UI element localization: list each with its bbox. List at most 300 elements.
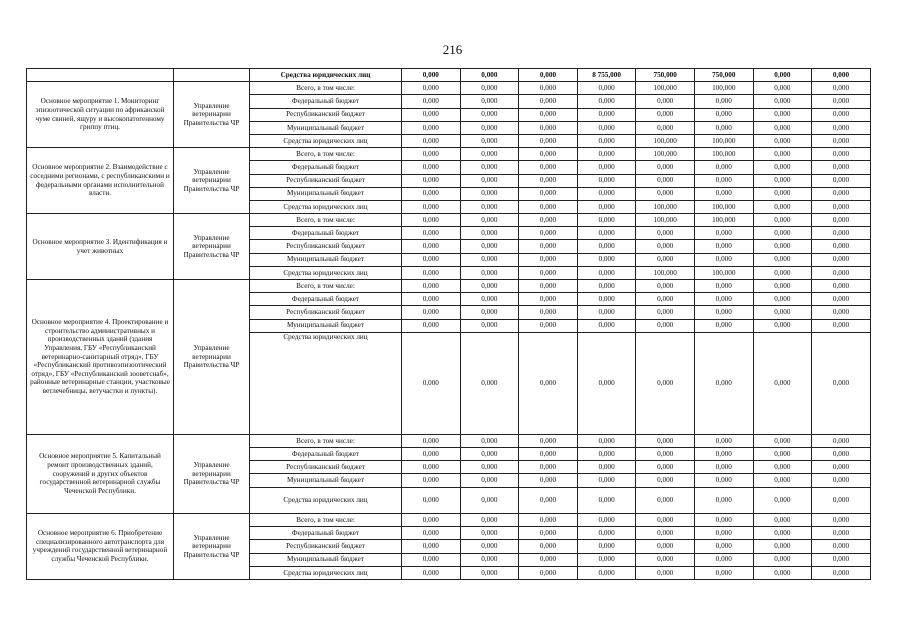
- value-cell: 0,000: [402, 174, 461, 187]
- activity-name: Основное мероприятие 6. Приобретение специализированного автотранспорта для учреждений государственной ветеринарной службы Чеченской Республики.: [27, 514, 174, 580]
- value-cell: 0,000: [402, 332, 461, 434]
- value-cell: 0,000: [753, 514, 812, 527]
- value-cell: 0,000: [402, 134, 461, 147]
- activity-name: Основное мероприятие 4. Проектирование и строительство административных и производственных зданий (здания Управления, ГБУ «Республиканский ветеринарно-санитарный отряд», ГБУ «Республиканский противоэпизоотический отряд», ГБУ «Республиканский зооветснаб», районные ветеринарные станции, участковые ветлечебницы, ветучастки и пункты).: [27, 280, 174, 435]
- value-cell: 0,000: [812, 306, 871, 319]
- value-cell: 0,000: [519, 95, 578, 108]
- activity-name: Основное мероприятие 2. Взаимодействие с соседними регионами, с республиканскими и федеральными органами исполнительной власти.: [27, 148, 174, 214]
- value-cell: 100,000: [636, 200, 695, 213]
- value-cell: 0,000: [753, 306, 812, 319]
- value-cell: 0,000: [694, 474, 753, 487]
- value-cell: 0,000: [636, 332, 695, 434]
- value-cell: 0,000: [577, 461, 636, 474]
- value-cell: 0,000: [636, 474, 695, 487]
- value-cell: 0,000: [694, 174, 753, 187]
- table-row: [27, 280, 871, 293]
- value-cell: 0,000: [753, 332, 812, 434]
- funding-source: Муниципальный бюджет: [250, 187, 402, 200]
- value-cell: 0,000: [519, 121, 578, 134]
- value-cell: 0,000: [519, 82, 578, 95]
- value-cell: 0,000: [460, 227, 519, 240]
- funding-source: Республиканский бюджет: [250, 174, 402, 187]
- value-cell: 0,000: [519, 227, 578, 240]
- funding-source: Средства юридических лиц: [250, 200, 402, 213]
- value-cell: 0,000: [753, 553, 812, 566]
- value-cell: 0,000: [577, 566, 636, 579]
- table-row: [27, 69, 871, 82]
- value-cell: 0,000: [636, 108, 695, 121]
- value-cell: 0,000: [460, 200, 519, 213]
- value-cell: 0,000: [519, 332, 578, 434]
- value-cell: 0,000: [753, 69, 812, 82]
- value-cell: 0,000: [402, 266, 461, 279]
- value-cell: 0,000: [812, 227, 871, 240]
- value-cell: 0,000: [694, 553, 753, 566]
- funding-source: Средства юридических лиц: [250, 266, 402, 279]
- funding-source: Республиканский бюджет: [250, 240, 402, 253]
- funding-source: Муниципальный бюджет: [250, 553, 402, 566]
- value-cell: 0,000: [519, 514, 578, 527]
- value-cell: 0,000: [636, 540, 695, 553]
- value-cell: 0,000: [402, 319, 461, 332]
- value-cell: 750,000: [636, 69, 695, 82]
- funding-source: Муниципальный бюджет: [250, 121, 402, 134]
- value-cell: 0,000: [577, 253, 636, 266]
- value-cell: 0,000: [402, 200, 461, 213]
- value-cell: 0,000: [519, 280, 578, 293]
- value-cell: 0,000: [812, 514, 871, 527]
- value-cell: 0,000: [519, 187, 578, 200]
- value-cell: 0,000: [812, 527, 871, 540]
- value-cell: 0,000: [519, 161, 578, 174]
- value-cell: 0,000: [460, 434, 519, 447]
- value-cell: 0,000: [577, 121, 636, 134]
- value-cell: 0,000: [519, 566, 578, 579]
- value-cell: 0,000: [519, 527, 578, 540]
- value-cell: 0,000: [460, 514, 519, 527]
- value-cell: 0,000: [812, 332, 871, 434]
- value-cell: 0,000: [753, 187, 812, 200]
- value-cell: 0,000: [519, 319, 578, 332]
- value-cell: 0,000: [460, 332, 519, 434]
- page-number: 216: [442, 42, 463, 57]
- funding-source: Всего, в том числе:: [250, 280, 402, 293]
- funding-source: Средства юридических лиц: [250, 134, 402, 147]
- value-cell: 0,000: [636, 293, 695, 306]
- value-cell: 0,000: [694, 566, 753, 579]
- table-row: [27, 214, 871, 227]
- funding-source: Муниципальный бюджет: [250, 253, 402, 266]
- value-cell: 0,000: [753, 461, 812, 474]
- value-cell: 0,000: [519, 108, 578, 121]
- value-cell: 0,000: [753, 293, 812, 306]
- funding-source: Федеральный бюджет: [250, 527, 402, 540]
- value-cell: 100,000: [694, 214, 753, 227]
- value-cell: 0,000: [812, 161, 871, 174]
- value-cell: 100,000: [694, 266, 753, 279]
- value-cell: 0,000: [460, 293, 519, 306]
- value-cell: 0,000: [694, 527, 753, 540]
- table-cell: [174, 69, 250, 82]
- value-cell: 0,000: [460, 148, 519, 161]
- value-cell: 0,000: [402, 514, 461, 527]
- value-cell: 0,000: [519, 487, 578, 514]
- value-cell: 100,000: [636, 148, 695, 161]
- value-cell: 0,000: [460, 240, 519, 253]
- value-cell: 0,000: [753, 200, 812, 213]
- funding-source: Республиканский бюджет: [250, 306, 402, 319]
- value-cell: 0,000: [812, 553, 871, 566]
- value-cell: 0,000: [519, 293, 578, 306]
- value-cell: 0,000: [402, 566, 461, 579]
- value-cell: 0,000: [460, 108, 519, 121]
- value-cell: 0,000: [519, 540, 578, 553]
- value-cell: 0,000: [694, 540, 753, 553]
- value-cell: 0,000: [460, 474, 519, 487]
- value-cell: 0,000: [402, 227, 461, 240]
- value-cell: 0,000: [460, 253, 519, 266]
- value-cell: 0,000: [812, 148, 871, 161]
- responsible-executor: Управление ветеринарии Правительства ЧР: [174, 514, 250, 580]
- value-cell: 0,000: [577, 174, 636, 187]
- value-cell: 0,000: [577, 227, 636, 240]
- value-cell: 0,000: [694, 514, 753, 527]
- value-cell: 100,000: [636, 214, 695, 227]
- value-cell: 100,000: [636, 82, 695, 95]
- value-cell: 0,000: [519, 240, 578, 253]
- funding-source: Республиканский бюджет: [250, 108, 402, 121]
- value-cell: 0,000: [577, 134, 636, 147]
- value-cell: 0,000: [753, 214, 812, 227]
- value-cell: 0,000: [812, 134, 871, 147]
- value-cell: 0,000: [636, 447, 695, 460]
- value-cell: 0,000: [753, 161, 812, 174]
- value-cell: 0,000: [812, 434, 871, 447]
- funding-source: Средства юридических лиц: [250, 69, 402, 82]
- funding-source: Федеральный бюджет: [250, 95, 402, 108]
- value-cell: 0,000: [694, 121, 753, 134]
- value-cell: 0,000: [694, 306, 753, 319]
- value-cell: 0,000: [519, 447, 578, 460]
- value-cell: 750,000: [694, 69, 753, 82]
- value-cell: 0,000: [812, 214, 871, 227]
- activity-name: Основное мероприятие 1. Мониторинг эпизоотической ситуации по африканской чуме свиней, ящуру и высокопатогенному гриппу птиц.: [27, 82, 174, 148]
- value-cell: 0,000: [812, 319, 871, 332]
- value-cell: 0,000: [577, 487, 636, 514]
- value-cell: 0,000: [753, 447, 812, 460]
- value-cell: 0,000: [402, 434, 461, 447]
- value-cell: 0,000: [519, 434, 578, 447]
- funding-source: Республиканский бюджет: [250, 540, 402, 553]
- value-cell: 0,000: [519, 306, 578, 319]
- value-cell: 0,000: [753, 174, 812, 187]
- value-cell: 0,000: [460, 319, 519, 332]
- value-cell: 0,000: [577, 108, 636, 121]
- value-cell: 0,000: [519, 474, 578, 487]
- value-cell: 0,000: [460, 566, 519, 579]
- value-cell: 0,000: [402, 527, 461, 540]
- value-cell: 0,000: [812, 461, 871, 474]
- value-cell: 0,000: [577, 266, 636, 279]
- value-cell: 0,000: [753, 474, 812, 487]
- table-row: [27, 82, 871, 95]
- value-cell: 0,000: [694, 461, 753, 474]
- value-cell: 0,000: [694, 293, 753, 306]
- value-cell: 0,000: [402, 540, 461, 553]
- funding-source: Федеральный бюджет: [250, 227, 402, 240]
- responsible-executor: Управление ветеринарии Правительства ЧР: [174, 434, 250, 513]
- funding-source: Федеральный бюджет: [250, 161, 402, 174]
- value-cell: 0,000: [577, 148, 636, 161]
- value-cell: 0,000: [636, 253, 695, 266]
- value-cell: 0,000: [636, 121, 695, 134]
- table-row: [27, 148, 871, 161]
- value-cell: 0,000: [753, 487, 812, 514]
- value-cell: 0,000: [460, 487, 519, 514]
- value-cell: 0,000: [812, 540, 871, 553]
- value-cell: 0,000: [753, 95, 812, 108]
- value-cell: 0,000: [402, 214, 461, 227]
- value-cell: 0,000: [519, 200, 578, 213]
- value-cell: 0,000: [402, 82, 461, 95]
- funding-source: Всего, в том числе:: [250, 434, 402, 447]
- value-cell: 0,000: [460, 82, 519, 95]
- value-cell: 0,000: [402, 447, 461, 460]
- value-cell: 0,000: [519, 214, 578, 227]
- value-cell: 0,000: [636, 95, 695, 108]
- table-cell: [27, 69, 174, 82]
- value-cell: 0,000: [812, 200, 871, 213]
- value-cell: 0,000: [402, 95, 461, 108]
- table-row: [27, 434, 871, 447]
- value-cell: 0,000: [812, 566, 871, 579]
- value-cell: 0,000: [519, 148, 578, 161]
- value-cell: 0,000: [402, 253, 461, 266]
- value-cell: 0,000: [812, 474, 871, 487]
- value-cell: 0,000: [812, 266, 871, 279]
- value-cell: 0,000: [636, 187, 695, 200]
- value-cell: 0,000: [753, 108, 812, 121]
- value-cell: 0,000: [577, 240, 636, 253]
- value-cell: 0,000: [812, 121, 871, 134]
- responsible-executor: Управление ветеринарии Правительства ЧР: [174, 82, 250, 148]
- value-cell: 0,000: [753, 148, 812, 161]
- funding-source: Всего, в том числе:: [250, 148, 402, 161]
- value-cell: 0,000: [460, 174, 519, 187]
- value-cell: 0,000: [402, 108, 461, 121]
- value-cell: 0,000: [402, 293, 461, 306]
- value-cell: 0,000: [577, 200, 636, 213]
- value-cell: 0,000: [694, 487, 753, 514]
- value-cell: 0,000: [460, 214, 519, 227]
- value-cell: 0,000: [460, 447, 519, 460]
- value-cell: 0,000: [694, 227, 753, 240]
- value-cell: 100,000: [636, 266, 695, 279]
- funding-source: Всего, в том числе:: [250, 214, 402, 227]
- value-cell: 0,000: [753, 134, 812, 147]
- value-cell: 0,000: [694, 434, 753, 447]
- value-cell: 0,000: [753, 540, 812, 553]
- value-cell: 0,000: [460, 527, 519, 540]
- value-cell: 0,000: [636, 434, 695, 447]
- value-cell: 0,000: [577, 553, 636, 566]
- value-cell: 0,000: [460, 306, 519, 319]
- value-cell: 0,000: [753, 121, 812, 134]
- funding-source: Федеральный бюджет: [250, 293, 402, 306]
- budget-table-body: [27, 69, 871, 580]
- value-cell: 0,000: [577, 447, 636, 460]
- value-cell: 0,000: [636, 280, 695, 293]
- value-cell: 0,000: [812, 187, 871, 200]
- funding-source: Средства юридических лиц: [250, 566, 402, 579]
- value-cell: 0,000: [636, 240, 695, 253]
- value-cell: 0,000: [812, 280, 871, 293]
- activity-name: Основное мероприятие 3. Идентификация и учет животных: [27, 214, 174, 280]
- value-cell: 0,000: [402, 187, 461, 200]
- budget-table: [26, 68, 871, 580]
- value-cell: 0,000: [636, 174, 695, 187]
- value-cell: 0,000: [460, 134, 519, 147]
- value-cell: 0,000: [636, 461, 695, 474]
- value-cell: 0,000: [577, 82, 636, 95]
- value-cell: 0,000: [753, 434, 812, 447]
- value-cell: 0,000: [694, 280, 753, 293]
- funding-source: Всего, в том числе:: [250, 82, 402, 95]
- value-cell: 0,000: [402, 280, 461, 293]
- value-cell: 0,000: [636, 527, 695, 540]
- value-cell: 0,000: [519, 253, 578, 266]
- value-cell: 0,000: [636, 566, 695, 579]
- value-cell: 0,000: [577, 527, 636, 540]
- value-cell: 100,000: [694, 200, 753, 213]
- value-cell: 0,000: [636, 514, 695, 527]
- value-cell: 0,000: [753, 227, 812, 240]
- value-cell: 0,000: [577, 319, 636, 332]
- responsible-executor: Управление ветеринарии Правительства ЧР: [174, 214, 250, 280]
- value-cell: 0,000: [577, 332, 636, 434]
- value-cell: 0,000: [812, 82, 871, 95]
- value-cell: 0,000: [577, 214, 636, 227]
- value-cell: 100,000: [694, 82, 753, 95]
- value-cell: 0,000: [694, 108, 753, 121]
- value-cell: 0,000: [402, 474, 461, 487]
- value-cell: 0,000: [402, 487, 461, 514]
- value-cell: 0,000: [812, 69, 871, 82]
- value-cell: 0,000: [753, 82, 812, 95]
- value-cell: 0,000: [812, 240, 871, 253]
- value-cell: 0,000: [460, 95, 519, 108]
- value-cell: 8 755,000: [577, 69, 636, 82]
- value-cell: 0,000: [694, 161, 753, 174]
- value-cell: 0,000: [577, 95, 636, 108]
- value-cell: 0,000: [812, 174, 871, 187]
- value-cell: 100,000: [636, 134, 695, 147]
- value-cell: 0,000: [577, 161, 636, 174]
- value-cell: 0,000: [519, 174, 578, 187]
- value-cell: 0,000: [636, 319, 695, 332]
- value-cell: 0,000: [636, 227, 695, 240]
- responsible-executor: Управление ветеринарии Правительства ЧР: [174, 280, 250, 435]
- value-cell: 0,000: [519, 266, 578, 279]
- value-cell: 0,000: [636, 161, 695, 174]
- value-cell: 0,000: [636, 553, 695, 566]
- value-cell: 0,000: [460, 266, 519, 279]
- value-cell: 0,000: [402, 121, 461, 134]
- funding-source: Республиканский бюджет: [250, 461, 402, 474]
- value-cell: 100,000: [694, 134, 753, 147]
- value-cell: 100,000: [694, 148, 753, 161]
- value-cell: 0,000: [460, 461, 519, 474]
- table-row: [27, 514, 871, 527]
- value-cell: 0,000: [694, 319, 753, 332]
- value-cell: 0,000: [636, 306, 695, 319]
- value-cell: 0,000: [753, 240, 812, 253]
- value-cell: 0,000: [694, 332, 753, 434]
- value-cell: 0,000: [460, 187, 519, 200]
- value-cell: 0,000: [519, 461, 578, 474]
- activity-name: Основное мероприятие 5. Капитальный ремонт производственных зданий, сооружений и других объектов государственной ветеринарной службы Чеченской Республики.: [27, 434, 174, 513]
- funding-source: Средства юридических лиц: [250, 332, 402, 434]
- value-cell: 0,000: [694, 187, 753, 200]
- value-cell: 0,000: [402, 148, 461, 161]
- value-cell: 0,000: [812, 108, 871, 121]
- value-cell: 0,000: [753, 319, 812, 332]
- value-cell: 0,000: [460, 161, 519, 174]
- funding-source: Федеральный бюджет: [250, 447, 402, 460]
- value-cell: 0,000: [753, 280, 812, 293]
- funding-source: Средства юридических лиц: [250, 487, 402, 514]
- value-cell: 0,000: [460, 69, 519, 82]
- value-cell: 0,000: [812, 253, 871, 266]
- value-cell: 0,000: [519, 134, 578, 147]
- funding-source: Муниципальный бюджет: [250, 474, 402, 487]
- value-cell: 0,000: [753, 566, 812, 579]
- value-cell: 0,000: [812, 95, 871, 108]
- value-cell: 0,000: [402, 553, 461, 566]
- value-cell: 0,000: [636, 487, 695, 514]
- value-cell: 0,000: [402, 161, 461, 174]
- value-cell: 0,000: [402, 69, 461, 82]
- funding-source: Муниципальный бюджет: [250, 319, 402, 332]
- value-cell: 0,000: [577, 187, 636, 200]
- value-cell: 0,000: [577, 474, 636, 487]
- value-cell: 0,000: [694, 240, 753, 253]
- value-cell: 0,000: [402, 461, 461, 474]
- value-cell: 0,000: [402, 240, 461, 253]
- value-cell: 0,000: [577, 306, 636, 319]
- value-cell: 0,000: [753, 527, 812, 540]
- value-cell: 0,000: [577, 280, 636, 293]
- value-cell: 0,000: [812, 447, 871, 460]
- value-cell: 0,000: [812, 293, 871, 306]
- value-cell: 0,000: [753, 253, 812, 266]
- value-cell: 0,000: [577, 293, 636, 306]
- funding-source: Всего, в том числе:: [250, 514, 402, 527]
- value-cell: 0,000: [519, 553, 578, 566]
- value-cell: 0,000: [460, 553, 519, 566]
- value-cell: 0,000: [577, 540, 636, 553]
- value-cell: 0,000: [460, 121, 519, 134]
- value-cell: 0,000: [577, 434, 636, 447]
- value-cell: 0,000: [812, 487, 871, 514]
- value-cell: 0,000: [460, 280, 519, 293]
- value-cell: 0,000: [753, 266, 812, 279]
- value-cell: 0,000: [577, 514, 636, 527]
- value-cell: 0,000: [694, 447, 753, 460]
- value-cell: 0,000: [519, 69, 578, 82]
- value-cell: 0,000: [694, 95, 753, 108]
- value-cell: 0,000: [460, 540, 519, 553]
